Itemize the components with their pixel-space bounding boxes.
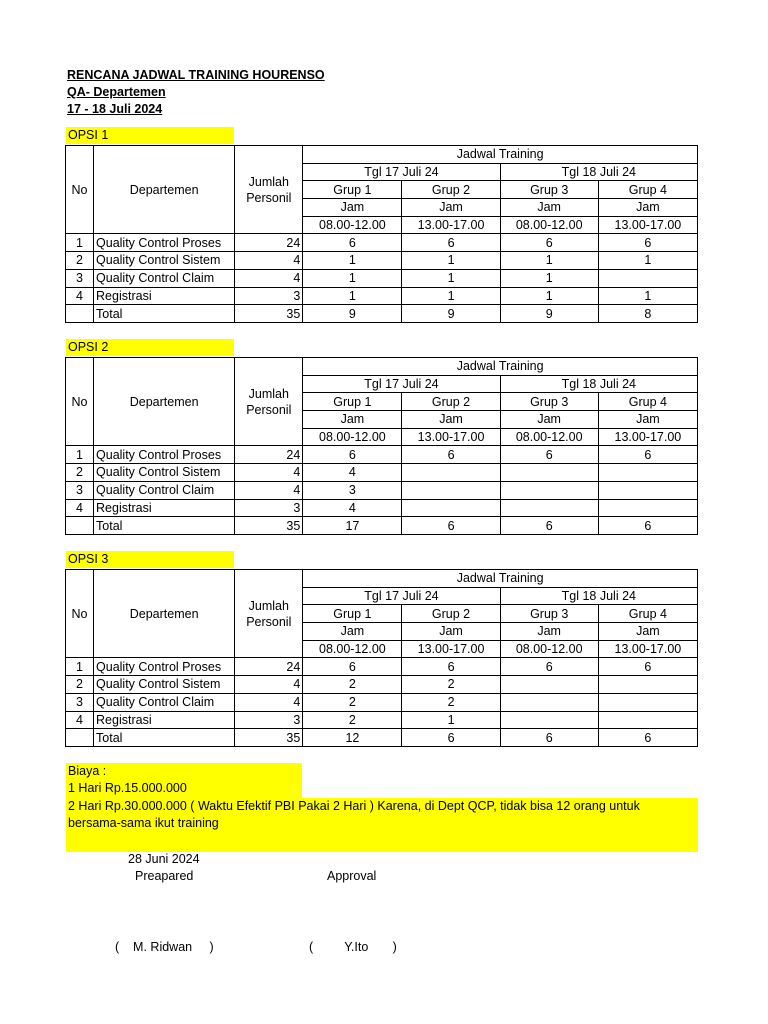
document-title: RENCANA JADWAL TRAINING HOURENSO (67, 68, 325, 82)
header-time: 13.00-17.00 (598, 640, 697, 658)
total-label: Total (94, 305, 235, 323)
row-departemen: Quality Control Proses (94, 658, 235, 676)
row-jumlah: 3 (235, 287, 303, 305)
header-grup-1: Grup 1 (303, 393, 402, 411)
header-departemen: Departemen (94, 146, 235, 234)
row-grup-3 (500, 676, 598, 694)
prepared-label: Preapared (135, 869, 194, 883)
row-no: 1 (66, 446, 94, 464)
row-no: 4 (66, 499, 94, 517)
row-grup-2: 2 (402, 676, 500, 694)
header-jam: Jam (303, 623, 402, 641)
header-time: 13.00-17.00 (402, 428, 500, 446)
row-jumlah: 4 (235, 693, 303, 711)
total-jumlah: 35 (235, 517, 303, 535)
row-jumlah: 24 (235, 234, 303, 252)
row-departemen: Registrasi (94, 711, 235, 729)
header-grup-3: Grup 3 (500, 393, 598, 411)
header-grup-4: Grup 4 (598, 605, 697, 623)
option-label: OPSI 3 (66, 551, 234, 568)
row-no: 3 (66, 693, 94, 711)
total-grup-2: 9 (402, 305, 500, 323)
header-time: 13.00-17.00 (598, 428, 697, 446)
total-grup-3: 9 (500, 305, 598, 323)
row-jumlah: 24 (235, 446, 303, 464)
row-grup-3: 1 (500, 269, 598, 287)
header-time: 08.00-12.00 (500, 216, 598, 234)
header-grup-2: Grup 2 (402, 393, 500, 411)
header-grup-4: Grup 4 (598, 393, 697, 411)
total-no-empty (66, 729, 94, 747)
header-jam: Jam (598, 623, 697, 641)
row-departemen: Quality Control Sistem (94, 676, 235, 694)
row-grup-3 (500, 499, 598, 517)
row-departemen: Quality Control Proses (94, 234, 235, 252)
header-jam: Jam (402, 411, 500, 429)
total-grup-1: 9 (303, 305, 402, 323)
row-grup-2 (402, 499, 500, 517)
header-grup-2: Grup 2 (402, 605, 500, 623)
header-jam: Jam (402, 623, 500, 641)
approval-name: ( Y.Ito ) (309, 940, 397, 954)
total-grup-2: 6 (402, 729, 500, 747)
header-departemen: Departemen (94, 570, 235, 658)
row-jumlah: 4 (235, 676, 303, 694)
row-grup-1: 6 (303, 234, 402, 252)
row-grup-3 (500, 711, 598, 729)
header-time: 13.00-17.00 (598, 216, 697, 234)
header-jumlah-line: Jumlah (248, 386, 289, 401)
row-grup-4 (598, 269, 697, 287)
header-jam: Jam (598, 199, 697, 217)
table-row (66, 252, 698, 270)
row-grup-1: 2 (303, 693, 402, 711)
table-row (66, 446, 698, 464)
header-jumlah-line: Jumlah (248, 598, 289, 613)
row-grup-1: 4 (303, 499, 402, 517)
row-grup-2: 1 (402, 252, 500, 270)
row-departemen: Quality Control Claim (94, 693, 235, 711)
header-jam: Jam (402, 199, 500, 217)
row-grup-3: 1 (500, 252, 598, 270)
row-no: 1 (66, 658, 94, 676)
row-departemen: Quality Control Claim (94, 269, 235, 287)
header-grup-4: Grup 4 (598, 181, 697, 199)
biaya-label: Biaya : (68, 764, 107, 778)
row-grup-1: 1 (303, 287, 402, 305)
row-grup-1: 6 (303, 658, 402, 676)
row-no: 1 (66, 234, 94, 252)
row-grup-3: 6 (500, 446, 598, 464)
row-no: 2 (66, 676, 94, 694)
biaya-reason: bersama-sama ikut training (68, 816, 219, 830)
table-row (66, 287, 698, 305)
header-date-18: Tgl 18 Juli 24 (500, 375, 697, 393)
row-grup-4: 6 (598, 446, 697, 464)
row-jumlah: 4 (235, 269, 303, 287)
row-grup-2 (402, 464, 500, 482)
header-no: No (66, 358, 94, 446)
row-grup-3 (500, 481, 598, 499)
row-grup-1: 4 (303, 464, 402, 482)
header-time: 08.00-12.00 (303, 428, 402, 446)
row-grup-2: 6 (402, 658, 500, 676)
row-no: 4 (66, 711, 94, 729)
table-row (66, 481, 698, 499)
row-grup-4 (598, 711, 697, 729)
row-grup-2: 6 (402, 446, 500, 464)
header-date-17: Tgl 17 Juli 24 (303, 587, 500, 605)
row-grup-2: 1 (402, 711, 500, 729)
row-jumlah: 3 (235, 499, 303, 517)
row-grup-4: 1 (598, 252, 697, 270)
header-personil-line: Personil (246, 190, 292, 205)
header-time: 08.00-12.00 (303, 216, 402, 234)
header-jadwal-training: Jadwal Training (303, 146, 698, 164)
row-no: 2 (66, 464, 94, 482)
row-grup-3 (500, 693, 598, 711)
total-no-empty (66, 517, 94, 535)
schedule-table (65, 145, 698, 323)
table-row (66, 234, 698, 252)
header-jam: Jam (303, 411, 402, 429)
row-grup-1: 3 (303, 481, 402, 499)
row-no: 4 (66, 287, 94, 305)
header-personil-line: Personil (246, 614, 292, 629)
header-personil-line: Personil (246, 402, 292, 417)
option-label: OPSI 1 (66, 127, 234, 144)
row-no: 3 (66, 269, 94, 287)
table-row (66, 269, 698, 287)
row-grup-4 (598, 464, 697, 482)
row-jumlah: 4 (235, 464, 303, 482)
header-jadwal-training: Jadwal Training (303, 570, 698, 588)
total-grup-4: 6 (598, 517, 697, 535)
row-grup-2: 1 (402, 269, 500, 287)
header-grup-3: Grup 3 (500, 181, 598, 199)
header-grup-1: Grup 1 (303, 181, 402, 199)
header-jumlah-line: Jumlah (248, 174, 289, 189)
header-date-17: Tgl 17 Juli 24 (303, 375, 500, 393)
row-grup-4: 1 (598, 287, 697, 305)
row-grup-2: 1 (402, 287, 500, 305)
total-row (66, 517, 698, 535)
row-departemen: Quality Control Claim (94, 481, 235, 499)
department-title: QA- Departemen (67, 85, 166, 99)
table-row (66, 676, 698, 694)
row-jumlah: 4 (235, 481, 303, 499)
total-grup-3: 6 (500, 729, 598, 747)
total-grup-2: 6 (402, 517, 500, 535)
row-no: 2 (66, 252, 94, 270)
row-departemen: Quality Control Sistem (94, 252, 235, 270)
row-grup-3: 6 (500, 658, 598, 676)
row-grup-2: 6 (402, 234, 500, 252)
row-jumlah: 3 (235, 711, 303, 729)
header-jam: Jam (500, 411, 598, 429)
row-grup-2 (402, 481, 500, 499)
schedule-table (65, 569, 698, 747)
header-no: No (66, 570, 94, 658)
biaya-two-day: 2 Hari Rp.30.000.000 ( Waktu Efektif PBI Pakai 2 Hari ) Karena, di Dept QCP, tidak bisa 12 orang untuk (68, 799, 640, 813)
header-grup-2: Grup 2 (402, 181, 500, 199)
header-grup-3: Grup 3 (500, 605, 598, 623)
row-grup-4 (598, 499, 697, 517)
header-jumlah-personil (235, 570, 303, 658)
total-jumlah: 35 (235, 729, 303, 747)
table-row (66, 711, 698, 729)
total-grup-4: 8 (598, 305, 697, 323)
row-departemen: Registrasi (94, 499, 235, 517)
total-label: Total (94, 729, 235, 747)
total-grup-3: 6 (500, 517, 598, 535)
header-jam: Jam (303, 199, 402, 217)
row-departemen: Quality Control Sistem (94, 464, 235, 482)
header-jumlah-personil (235, 146, 303, 234)
row-grup-2: 2 (402, 693, 500, 711)
row-jumlah: 24 (235, 658, 303, 676)
header-time: 13.00-17.00 (402, 640, 500, 658)
approval-label: Approval (327, 869, 377, 883)
header-time: 13.00-17.00 (402, 216, 500, 234)
biaya-one-day: 1 Hari Rp.15.000.000 (68, 781, 187, 795)
row-grup-1: 1 (303, 252, 402, 270)
header-no: No (66, 146, 94, 234)
prepared-name: ( M. Ridwan ) (115, 940, 214, 954)
table-row (66, 464, 698, 482)
header-date-17: Tgl 17 Juli 24 (303, 163, 500, 181)
header-jam: Jam (500, 623, 598, 641)
header-date-18: Tgl 18 Juli 24 (500, 587, 697, 605)
table-row (66, 499, 698, 517)
table-row (66, 658, 698, 676)
row-grup-1: 6 (303, 446, 402, 464)
schedule-table (65, 357, 698, 535)
total-row (66, 729, 698, 747)
row-grup-3 (500, 464, 598, 482)
header-time: 08.00-12.00 (500, 640, 598, 658)
row-grup-1: 1 (303, 269, 402, 287)
row-grup-1: 2 (303, 676, 402, 694)
row-jumlah: 4 (235, 252, 303, 270)
row-departemen: Quality Control Proses (94, 446, 235, 464)
header-departemen: Departemen (94, 358, 235, 446)
row-grup-4: 6 (598, 658, 697, 676)
header-jam: Jam (500, 199, 598, 217)
row-grup-4 (598, 676, 697, 694)
header-jadwal-training: Jadwal Training (303, 358, 698, 376)
header-time: 08.00-12.00 (500, 428, 598, 446)
signature-date: 28 Juni 2024 (128, 852, 200, 866)
header-jam: Jam (598, 411, 697, 429)
header-jumlah-personil (235, 358, 303, 446)
date-range: 17 - 18 Juli 2024 (67, 102, 163, 116)
row-grup-3: 1 (500, 287, 598, 305)
total-jumlah: 35 (235, 305, 303, 323)
row-grup-3: 6 (500, 234, 598, 252)
row-no: 3 (66, 481, 94, 499)
total-grup-4: 6 (598, 729, 697, 747)
total-row (66, 305, 698, 323)
row-grup-1: 2 (303, 711, 402, 729)
row-departemen: Registrasi (94, 287, 235, 305)
header-time: 08.00-12.00 (303, 640, 402, 658)
header-date-18: Tgl 18 Juli 24 (500, 163, 697, 181)
row-grup-4: 6 (598, 234, 697, 252)
total-no-empty (66, 305, 94, 323)
total-grup-1: 17 (303, 517, 402, 535)
row-grup-4 (598, 481, 697, 499)
option-label: OPSI 2 (66, 339, 234, 356)
total-grup-1: 12 (303, 729, 402, 747)
total-label: Total (94, 517, 235, 535)
table-row (66, 693, 698, 711)
row-grup-4 (598, 693, 697, 711)
header-grup-1: Grup 1 (303, 605, 402, 623)
